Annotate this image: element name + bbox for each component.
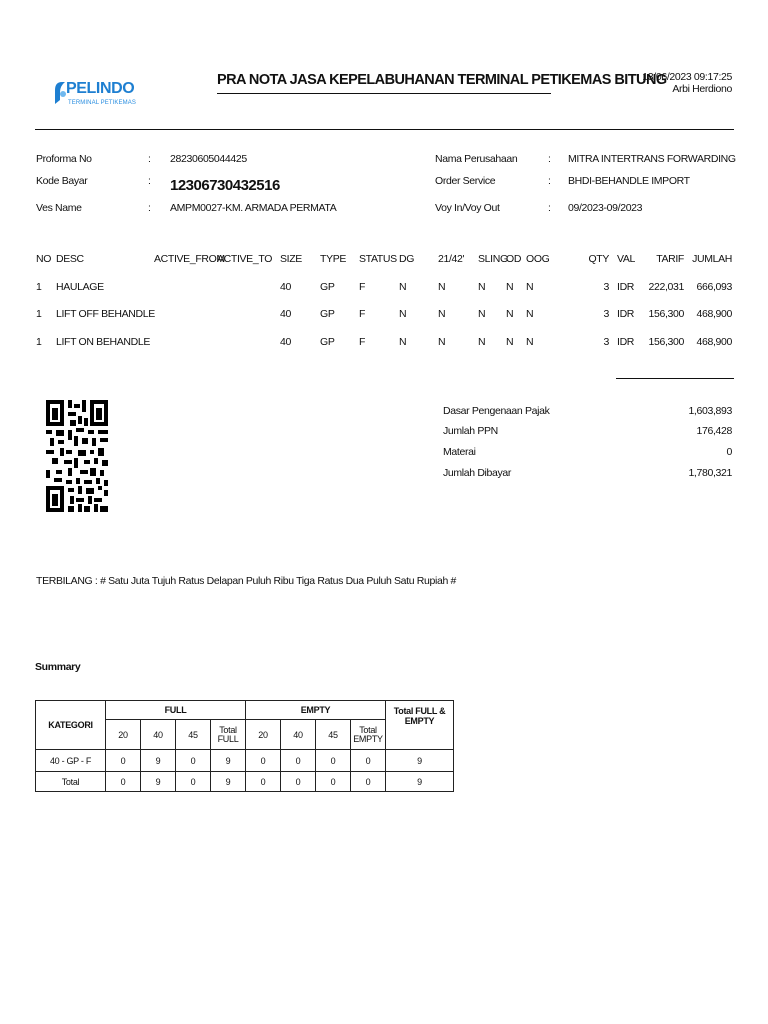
ppn-value: 176,428 xyxy=(696,425,732,437)
cell-od: N xyxy=(506,336,514,348)
summary-cell: 9 xyxy=(386,750,454,772)
proforma-label: Proforma No xyxy=(36,153,92,165)
col-desc: DESC xyxy=(56,253,84,265)
terbilang-text: TERBILANG : # Satu Juta Tujuh Ratus Delapan Puluh Ribu Tiga Ratus Dua Puluh Satu Rupiah # xyxy=(36,575,457,587)
logo-subtext: TERMINAL PETIKEMAS xyxy=(68,100,136,106)
summary-cell: 0 xyxy=(246,772,281,792)
document-title: PRA NOTA JASA KEPELABUHANAN TERMINAL PETIKEMAS BITUNG xyxy=(217,72,667,88)
colon: : xyxy=(148,175,151,187)
ves-name-value: AMPM0027-KM. ARMADA PERMATA xyxy=(170,202,337,214)
summary-cell: 0 xyxy=(351,750,386,772)
colon: : xyxy=(148,153,151,165)
colon: : xyxy=(148,202,151,214)
cell-val: IDR xyxy=(617,336,635,348)
cell-sling: N xyxy=(478,308,486,320)
cell-oog: N xyxy=(526,336,534,348)
summary-cell: 0 xyxy=(281,772,316,792)
cell-size: 40 xyxy=(280,336,291,348)
summary-cell: 9 xyxy=(211,750,246,772)
col-active-to: ACTIVE_TO xyxy=(217,253,273,265)
jumlah-dibayar-label: Jumlah Dibayar xyxy=(443,467,512,479)
cell-sling: N xyxy=(478,336,486,348)
summary-cell: 40 - GP - F xyxy=(36,750,106,772)
summary-cell: Total xyxy=(36,772,106,792)
cell-od: N xyxy=(506,281,514,293)
cell-dg: N xyxy=(399,308,407,320)
cell-tarif: 222,031 xyxy=(648,281,684,293)
print-datetime: 13/06/2023 09:17:25 xyxy=(642,71,732,83)
col-jumlah: JUMLAH xyxy=(692,253,732,265)
order-service-label: Order Service xyxy=(435,175,496,187)
cell-desc: LIFT OFF BEHANDLE xyxy=(56,308,155,320)
col-dg: DG xyxy=(399,253,415,265)
col-sling: SLING xyxy=(478,253,508,265)
col-val: VAL xyxy=(617,253,636,265)
cell-type: GP xyxy=(320,336,335,348)
cell-jumlah: 666,093 xyxy=(696,281,732,293)
nama-perusahaan-label: Nama Perusahaan xyxy=(435,153,518,165)
summary-cell: 0 xyxy=(106,772,141,792)
order-service-value: BHDI-BEHANDLE IMPORT xyxy=(568,175,690,187)
printed-by: Arbi Herdiono xyxy=(672,83,732,95)
materai-value: 0 xyxy=(726,446,732,458)
col-qty: QTY xyxy=(588,253,609,265)
dpp-label: Dasar Pengenaan Pajak xyxy=(443,405,550,417)
cell-oog: N xyxy=(526,281,534,293)
cell-val: IDR xyxy=(617,308,635,320)
cell-type: GP xyxy=(320,281,335,293)
cell-sling: N xyxy=(478,281,486,293)
cell-oog: N xyxy=(526,308,534,320)
cell-jumlah: 468,900 xyxy=(696,308,732,320)
summary-subheader: 40 xyxy=(281,720,316,750)
voy-label: Voy In/Voy Out xyxy=(435,202,500,214)
cell-type: GP xyxy=(320,308,335,320)
cell-val: IDR xyxy=(617,281,635,293)
summary-subheader: 45 xyxy=(316,720,351,750)
cell-tarif: 156,300 xyxy=(648,336,684,348)
summary-cell: 0 xyxy=(316,750,351,772)
cell-qty: 3 xyxy=(603,308,609,320)
summary-title: Summary xyxy=(35,661,81,673)
cell-tarif: 156,300 xyxy=(648,308,684,320)
cell-qty: 3 xyxy=(603,336,609,348)
summary-subheader: 45 xyxy=(176,720,211,750)
voy-value: 09/2023-09/2023 xyxy=(568,202,643,214)
proforma-value: 28230605044425 xyxy=(170,153,247,165)
summary-row xyxy=(36,772,454,792)
summary-subheader: 20 xyxy=(106,720,141,750)
cell-size: 40 xyxy=(280,281,291,293)
summary-cell: 0 xyxy=(316,772,351,792)
col-2142: 21/42' xyxy=(438,253,465,265)
cell-2142: N xyxy=(438,281,446,293)
col-oog: OOG xyxy=(526,253,550,265)
col-type: TYPE xyxy=(320,253,347,265)
nama-perusahaan-value: MITRA INTERTRANS FORWARDING xyxy=(568,153,736,165)
summary-empty-header: EMPTY xyxy=(246,701,386,720)
col-no: NO xyxy=(36,253,52,265)
summary-cell: 0 xyxy=(351,772,386,792)
kode-bayar-label: Kode Bayar xyxy=(36,175,88,187)
cell-qty: 3 xyxy=(603,281,609,293)
summary-row xyxy=(36,750,454,772)
cell-od: N xyxy=(506,308,514,320)
jumlah-dibayar-value: 1,780,321 xyxy=(688,467,732,479)
cell-2142: N xyxy=(438,336,446,348)
summary-cell: 9 xyxy=(141,772,176,792)
cell-status: F xyxy=(359,308,366,320)
summary-cell: 0 xyxy=(176,750,211,772)
cell-dg: N xyxy=(399,336,407,348)
title-underline xyxy=(217,93,551,94)
summary-cell: 9 xyxy=(386,772,454,792)
colon: : xyxy=(548,175,551,187)
col-status: STATUS xyxy=(359,253,397,265)
summary-subheader: 40 xyxy=(141,720,176,750)
cell-dg: N xyxy=(399,281,407,293)
qr-code-icon xyxy=(46,400,108,512)
colon: : xyxy=(548,202,551,214)
kode-bayar-value: 12306730432516 xyxy=(170,177,280,194)
ves-name-label: Ves Name xyxy=(36,202,82,214)
summary-subheader: Total EMPTY xyxy=(351,720,386,750)
cell-size: 40 xyxy=(280,308,291,320)
logo-text: PELINDO xyxy=(66,80,135,97)
cell-status: F xyxy=(359,281,366,293)
materai-label: Materai xyxy=(443,446,476,458)
summary-subheader: Total FULL xyxy=(211,720,246,750)
cell-desc: LIFT ON BEHANDLE xyxy=(56,336,150,348)
cell-no: 1 xyxy=(36,281,42,293)
cell-jumlah: 468,900 xyxy=(696,336,732,348)
cell-no: 1 xyxy=(36,308,42,320)
summary-cell: 0 xyxy=(176,772,211,792)
cell-desc: HAULAGE xyxy=(56,281,104,293)
summary-full-header: FULL xyxy=(106,701,246,720)
summary-cell: 0 xyxy=(106,750,141,772)
col-size: SIZE xyxy=(280,253,302,265)
cell-2142: N xyxy=(438,308,446,320)
col-tarif: TARIF xyxy=(656,253,684,265)
dpp-value: 1,603,893 xyxy=(688,405,732,417)
summary-cell: 9 xyxy=(211,772,246,792)
colon: : xyxy=(548,153,551,165)
summary-subheader: 20 xyxy=(246,720,281,750)
pelindo-logo xyxy=(52,78,142,112)
col-active-from: ACTIVE_FROM xyxy=(154,253,225,265)
summary-table xyxy=(35,700,454,792)
header-divider xyxy=(35,129,734,130)
subtotal-rule xyxy=(616,378,734,379)
summary-kategori-header: KATEGORI xyxy=(36,701,106,750)
summary-cell: 0 xyxy=(246,750,281,772)
summary-cell: 0 xyxy=(281,750,316,772)
col-od: OD xyxy=(506,253,522,265)
summary-total-header: Total FULL & EMPTY xyxy=(386,701,454,750)
summary-cell: 9 xyxy=(141,750,176,772)
ppn-label: Jumlah PPN xyxy=(443,425,498,437)
cell-no: 1 xyxy=(36,336,42,348)
cell-status: F xyxy=(359,336,366,348)
